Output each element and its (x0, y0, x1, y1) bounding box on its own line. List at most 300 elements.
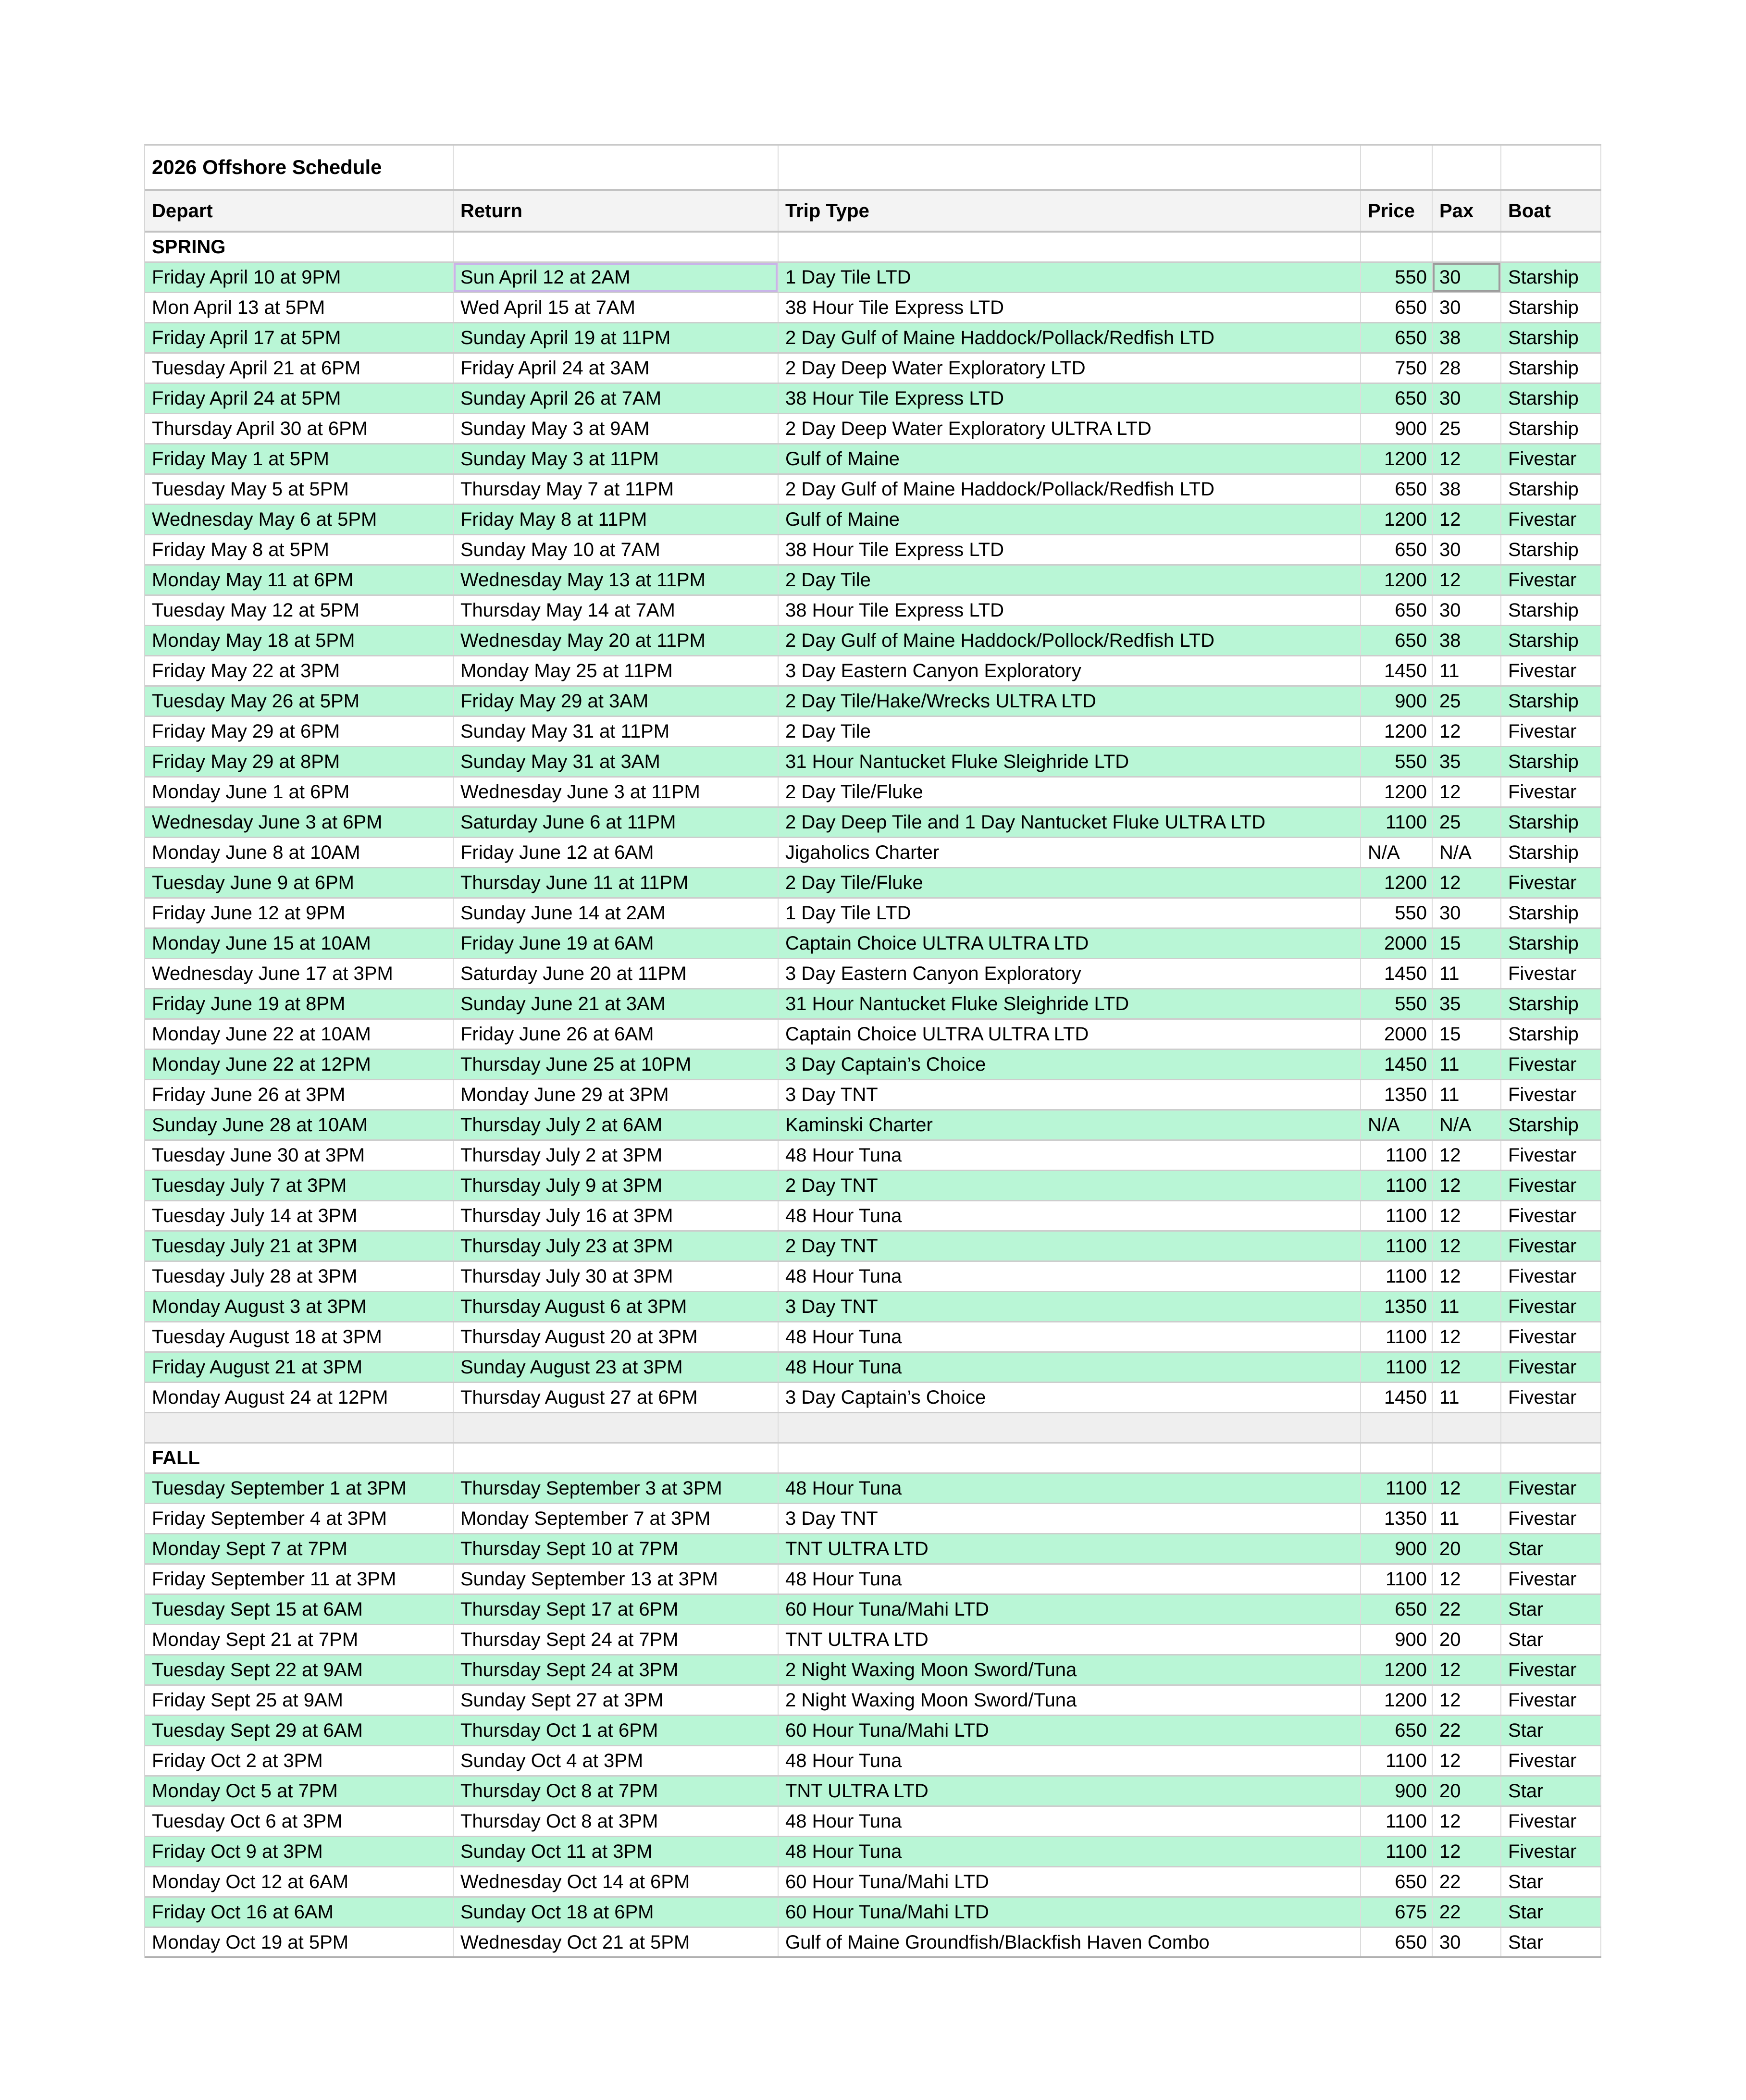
cell-price[interactable]: 1100 (1361, 1201, 1433, 1230)
cell-pax[interactable]: 20 (1433, 1777, 1501, 1805)
cell-pax[interactable]: 12 (1433, 1474, 1501, 1503)
cell-depart[interactable]: Friday April 10 at 9PM (145, 263, 454, 292)
cell-pax[interactable]: 12 (1433, 717, 1501, 746)
cell-return[interactable]: Thursday Oct 1 at 6PM (454, 1716, 779, 1745)
cell-trip[interactable]: 38 Hour Tile Express LTD (779, 293, 1361, 322)
cell-return[interactable]: Thursday July 2 at 6AM (454, 1111, 779, 1139)
cell-trip[interactable]: 48 Hour Tuna (779, 1474, 1361, 1503)
cell-boat[interactable]: Fivestar (1501, 1565, 1601, 1594)
cell-return[interactable]: Thursday Sept 24 at 3PM (454, 1655, 779, 1684)
cell-boat[interactable]: Fivestar (1501, 868, 1601, 897)
cell-trip[interactable]: Gulf of Maine Groundfish/Blackfish Haven Combo (779, 1928, 1361, 1956)
cell-boat[interactable]: Star (1501, 1534, 1601, 1563)
cell-boat[interactable]: Starship (1501, 323, 1601, 352)
cell-depart[interactable]: Wednesday May 6 at 5PM (145, 505, 454, 534)
cell-depart[interactable]: Tuesday May 26 at 5PM (145, 687, 454, 716)
cell-trip[interactable]: 2 Day Gulf of Maine Haddock/Pollack/Redfish LTD (779, 475, 1361, 504)
cell-return[interactable]: Saturday June 6 at 11PM (454, 808, 779, 837)
cell-return[interactable]: Sunday May 10 at 7AM (454, 535, 779, 564)
cell-return[interactable]: Friday April 24 at 3AM (454, 354, 779, 383)
cell-pax[interactable]: 12 (1433, 778, 1501, 806)
cell-price[interactable]: 1100 (1361, 1232, 1433, 1260)
cell-boat[interactable]: Starship (1501, 414, 1601, 443)
cell-price[interactable]: 1100 (1361, 1353, 1433, 1382)
cell-trip[interactable]: 3 Day TNT (779, 1292, 1361, 1321)
cell-trip[interactable]: Gulf of Maine (779, 505, 1361, 534)
cell-trip[interactable]: 2 Night Waxing Moon Sword/Tuna (779, 1655, 1361, 1684)
title-row-empty-cell[interactable] (1361, 146, 1433, 189)
section-row-empty-cell[interactable] (1433, 233, 1501, 261)
cell-pax[interactable]: N/A (1433, 838, 1501, 867)
cell-depart[interactable]: Tuesday April 21 at 6PM (145, 354, 454, 383)
cell-boat[interactable]: Fivestar (1501, 717, 1601, 746)
cell-depart[interactable]: Friday May 29 at 8PM (145, 747, 454, 776)
cell-trip[interactable]: Captain Choice ULTRA ULTRA LTD (779, 1020, 1361, 1049)
section-row-empty-cell[interactable] (1433, 1444, 1501, 1472)
cell-price[interactable]: 1350 (1361, 1504, 1433, 1533)
cell-boat[interactable]: Star (1501, 1777, 1601, 1805)
cell-price[interactable]: 1100 (1361, 1141, 1433, 1170)
cell-boat[interactable]: Starship (1501, 354, 1601, 383)
cell-depart[interactable]: Tuesday July 7 at 3PM (145, 1171, 454, 1200)
cell-depart[interactable]: Friday May 29 at 6PM (145, 717, 454, 746)
cell-return[interactable]: Wed April 15 at 7AM (454, 293, 779, 322)
cell-return[interactable]: Thursday Sept 10 at 7PM (454, 1534, 779, 1563)
cell-price[interactable]: 650 (1361, 475, 1433, 504)
cell-pax[interactable]: 12 (1433, 1807, 1501, 1836)
cell-depart[interactable]: Tuesday August 18 at 3PM (145, 1322, 454, 1351)
cell-boat[interactable]: Fivestar (1501, 778, 1601, 806)
cell-return[interactable]: Thursday Sept 17 at 6PM (454, 1595, 779, 1624)
cell-depart[interactable]: Wednesday June 3 at 6PM (145, 808, 454, 837)
cell-trip[interactable]: 60 Hour Tuna/Mahi LTD (779, 1716, 1361, 1745)
cell-return[interactable]: Thursday July 9 at 3PM (454, 1171, 779, 1200)
cell-pax[interactable]: 12 (1433, 1322, 1501, 1351)
cell-depart[interactable]: Friday May 22 at 3PM (145, 656, 454, 685)
cell-price[interactable]: 650 (1361, 1867, 1433, 1896)
column-header-price[interactable]: Price (1361, 191, 1433, 231)
cell-price[interactable]: 1100 (1361, 1171, 1433, 1200)
cell-return[interactable]: Wednesday Oct 21 at 5PM (454, 1928, 779, 1956)
cell-depart[interactable]: Tuesday June 9 at 6PM (145, 868, 454, 897)
section-row-empty-cell[interactable] (1361, 1444, 1433, 1472)
cell-price[interactable]: 1100 (1361, 1474, 1433, 1503)
cell-pax[interactable]: 30 (1433, 293, 1501, 322)
cell-depart[interactable]: Mon April 13 at 5PM (145, 293, 454, 322)
cell-return[interactable]: Sunday June 21 at 3AM (454, 989, 779, 1018)
cell-depart[interactable]: Tuesday July 28 at 3PM (145, 1262, 454, 1291)
cell-pax[interactable]: 12 (1433, 1686, 1501, 1715)
cell-pax[interactable]: 11 (1433, 656, 1501, 685)
cell-pax[interactable]: 22 (1433, 1867, 1501, 1896)
cell-price[interactable]: 650 (1361, 1716, 1433, 1745)
cell-boat[interactable]: Starship (1501, 1020, 1601, 1049)
cell-price[interactable]: 1200 (1361, 778, 1433, 806)
cell-pax[interactable]: 12 (1433, 1232, 1501, 1260)
cell-trip[interactable]: 48 Hour Tuna (779, 1807, 1361, 1836)
cell-pax[interactable]: 11 (1433, 959, 1501, 988)
cell-pax[interactable]: 12 (1433, 1171, 1501, 1200)
cell-depart[interactable]: Friday May 8 at 5PM (145, 535, 454, 564)
cell-return[interactable]: Thursday July 2 at 3PM (454, 1141, 779, 1170)
cell-price[interactable]: 2000 (1361, 929, 1433, 958)
cell-price[interactable]: 900 (1361, 1777, 1433, 1805)
section-row-empty-cell[interactable] (454, 1444, 779, 1472)
spacer-cell[interactable] (779, 1413, 1361, 1442)
cell-trip[interactable]: 3 Day TNT (779, 1504, 1361, 1533)
cell-boat[interactable]: Starship (1501, 1111, 1601, 1139)
cell-price[interactable]: 1100 (1361, 1322, 1433, 1351)
cell-depart[interactable]: Tuesday July 21 at 3PM (145, 1232, 454, 1260)
cell-return[interactable]: Saturday June 20 at 11PM (454, 959, 779, 988)
title-row-empty-cell[interactable] (454, 146, 779, 189)
cell-return[interactable]: Wednesday May 20 at 11PM (454, 626, 779, 655)
cell-pax[interactable]: 20 (1433, 1625, 1501, 1654)
cell-return[interactable]: Sunday Oct 18 at 6PM (454, 1898, 779, 1927)
cell-return[interactable]: Thursday September 3 at 3PM (454, 1474, 779, 1503)
cell-trip[interactable]: 38 Hour Tile Express LTD (779, 596, 1361, 625)
cell-boat[interactable]: Starship (1501, 535, 1601, 564)
cell-pax[interactable]: 12 (1433, 1262, 1501, 1291)
cell-trip[interactable]: 38 Hour Tile Express LTD (779, 384, 1361, 413)
cell-return[interactable]: Thursday August 20 at 3PM (454, 1322, 779, 1351)
cell-pax[interactable]: 12 (1433, 505, 1501, 534)
cell-trip[interactable]: 2 Day TNT (779, 1232, 1361, 1260)
cell-trip[interactable]: 2 Day TNT (779, 1171, 1361, 1200)
cell-depart[interactable]: Friday Sept 25 at 9AM (145, 1686, 454, 1715)
cell-price[interactable]: 1350 (1361, 1080, 1433, 1109)
cell-pax[interactable]: 38 (1433, 323, 1501, 352)
cell-trip[interactable]: 60 Hour Tuna/Mahi LTD (779, 1595, 1361, 1624)
cell-boat[interactable]: Starship (1501, 899, 1601, 927)
cell-return[interactable]: Thursday Oct 8 at 7PM (454, 1777, 779, 1805)
cell-trip[interactable]: 48 Hour Tuna (779, 1322, 1361, 1351)
cell-pax[interactable]: 30 (1433, 596, 1501, 625)
cell-trip[interactable]: 48 Hour Tuna (779, 1201, 1361, 1230)
cell-depart[interactable]: Friday Oct 16 at 6AM (145, 1898, 454, 1927)
cell-pax[interactable]: 12 (1433, 868, 1501, 897)
cell-price[interactable]: 1200 (1361, 445, 1433, 473)
cell-boat[interactable]: Fivestar (1501, 1353, 1601, 1382)
cell-depart[interactable]: Tuesday September 1 at 3PM (145, 1474, 454, 1503)
cell-boat[interactable]: Starship (1501, 293, 1601, 322)
cell-depart[interactable]: Tuesday Oct 6 at 3PM (145, 1807, 454, 1836)
cell-price[interactable]: 1200 (1361, 717, 1433, 746)
cell-boat[interactable]: Starship (1501, 626, 1601, 655)
cell-return[interactable]: Friday June 26 at 6AM (454, 1020, 779, 1049)
cell-pax[interactable]: 22 (1433, 1595, 1501, 1624)
cell-boat[interactable]: Starship (1501, 263, 1601, 292)
cell-return[interactable]: Friday June 12 at 6AM (454, 838, 779, 867)
cell-return[interactable]: Friday May 8 at 11PM (454, 505, 779, 534)
cell-boat[interactable]: Fivestar (1501, 1383, 1601, 1412)
cell-pax[interactable]: 12 (1433, 1353, 1501, 1382)
section-row-empty-cell[interactable] (1361, 233, 1433, 261)
cell-depart[interactable]: Monday June 15 at 10AM (145, 929, 454, 958)
cell-return[interactable]: Sunday Oct 4 at 3PM (454, 1746, 779, 1775)
cell-depart[interactable]: Friday August 21 at 3PM (145, 1353, 454, 1382)
cell-depart[interactable]: Tuesday July 14 at 3PM (145, 1201, 454, 1230)
cell-depart[interactable]: Friday May 1 at 5PM (145, 445, 454, 473)
cell-depart[interactable]: Friday June 12 at 9PM (145, 899, 454, 927)
cell-price[interactable]: 1100 (1361, 1746, 1433, 1775)
cell-return[interactable]: Sun April 12 at 2AM (454, 263, 779, 292)
cell-price[interactable]: 650 (1361, 323, 1433, 352)
cell-return[interactable]: Thursday August 27 at 6PM (454, 1383, 779, 1412)
cell-price[interactable]: 1350 (1361, 1292, 1433, 1321)
cell-price[interactable]: 650 (1361, 626, 1433, 655)
cell-boat[interactable]: Starship (1501, 475, 1601, 504)
cell-price[interactable]: 900 (1361, 1534, 1433, 1563)
cell-depart[interactable]: Monday August 24 at 12PM (145, 1383, 454, 1412)
cell-return[interactable]: Thursday July 16 at 3PM (454, 1201, 779, 1230)
cell-trip[interactable]: 2 Day Deep Water Exploratory ULTRA LTD (779, 414, 1361, 443)
cell-trip[interactable]: 2 Day Tile (779, 566, 1361, 594)
cell-depart[interactable]: Monday Oct 5 at 7PM (145, 1777, 454, 1805)
cell-trip[interactable]: 31 Hour Nantucket Fluke Sleighride LTD (779, 989, 1361, 1018)
cell-return[interactable]: Sunday September 13 at 3PM (454, 1565, 779, 1594)
cell-pax[interactable]: 38 (1433, 626, 1501, 655)
cell-trip[interactable]: Jigaholics Charter (779, 838, 1361, 867)
cell-boat[interactable]: Fivestar (1501, 1322, 1601, 1351)
spacer-cell[interactable] (454, 1413, 779, 1442)
cell-pax[interactable]: 12 (1433, 445, 1501, 473)
cell-trip[interactable]: 1 Day Tile LTD (779, 263, 1361, 292)
cell-depart[interactable]: Friday September 11 at 3PM (145, 1565, 454, 1594)
cell-boat[interactable]: Starship (1501, 808, 1601, 837)
cell-boat[interactable]: Fivestar (1501, 1837, 1601, 1866)
cell-depart[interactable]: Tuesday Sept 29 at 6AM (145, 1716, 454, 1745)
cell-boat[interactable]: Fivestar (1501, 1686, 1601, 1715)
cell-boat[interactable]: Fivestar (1501, 1504, 1601, 1533)
title-row-empty-cell[interactable] (1501, 146, 1601, 189)
cell-boat[interactable]: Fivestar (1501, 505, 1601, 534)
cell-pax[interactable]: 12 (1433, 1655, 1501, 1684)
cell-price[interactable]: N/A (1361, 838, 1433, 867)
cell-pax[interactable]: 11 (1433, 1080, 1501, 1109)
cell-return[interactable]: Monday September 7 at 3PM (454, 1504, 779, 1533)
cell-return[interactable]: Sunday August 23 at 3PM (454, 1353, 779, 1382)
cell-price[interactable]: 1100 (1361, 1565, 1433, 1594)
cell-price[interactable]: 1450 (1361, 656, 1433, 685)
cell-depart[interactable]: Sunday June 28 at 10AM (145, 1111, 454, 1139)
cell-price[interactable]: 550 (1361, 263, 1433, 292)
cell-boat[interactable]: Fivestar (1501, 1807, 1601, 1836)
cell-price[interactable]: 900 (1361, 1625, 1433, 1654)
cell-depart[interactable]: Friday April 24 at 5PM (145, 384, 454, 413)
cell-pax[interactable]: 12 (1433, 1201, 1501, 1230)
cell-depart[interactable]: Monday May 18 at 5PM (145, 626, 454, 655)
cell-trip[interactable]: TNT ULTRA LTD (779, 1625, 1361, 1654)
cell-boat[interactable]: Fivestar (1501, 566, 1601, 594)
cell-boat[interactable]: Starship (1501, 929, 1601, 958)
cell-price[interactable]: 750 (1361, 354, 1433, 383)
cell-pax[interactable]: 35 (1433, 989, 1501, 1018)
cell-return[interactable]: Friday May 29 at 3AM (454, 687, 779, 716)
cell-depart[interactable]: Wednesday June 17 at 3PM (145, 959, 454, 988)
cell-depart[interactable]: Tuesday Sept 15 at 6AM (145, 1595, 454, 1624)
cell-trip[interactable]: 2 Day Tile/Fluke (779, 868, 1361, 897)
cell-depart[interactable]: Monday Oct 12 at 6AM (145, 1867, 454, 1896)
cell-trip[interactable]: 2 Day Gulf of Maine Haddock/Pollack/Redfish LTD (779, 323, 1361, 352)
section-row-empty-cell[interactable] (779, 1444, 1361, 1472)
cell-boat[interactable]: Star (1501, 1898, 1601, 1927)
cell-price[interactable]: 1200 (1361, 505, 1433, 534)
cell-price[interactable]: 650 (1361, 384, 1433, 413)
cell-trip[interactable]: 48 Hour Tuna (779, 1837, 1361, 1866)
cell-price[interactable]: 650 (1361, 535, 1433, 564)
cell-price[interactable]: 900 (1361, 687, 1433, 716)
cell-return[interactable]: Friday June 19 at 6AM (454, 929, 779, 958)
cell-depart[interactable]: Monday Sept 21 at 7PM (145, 1625, 454, 1654)
cell-pax[interactable]: 25 (1433, 808, 1501, 837)
column-header-trip-type[interactable]: Trip Type (779, 191, 1361, 231)
cell-price[interactable]: 1100 (1361, 808, 1433, 837)
cell-boat[interactable]: Star (1501, 1595, 1601, 1624)
cell-price[interactable]: 1200 (1361, 1686, 1433, 1715)
cell-pax[interactable]: 30 (1433, 263, 1501, 292)
cell-trip[interactable]: 2 Day Tile (779, 717, 1361, 746)
cell-boat[interactable]: Star (1501, 1928, 1601, 1956)
cell-boat[interactable]: Starship (1501, 747, 1601, 776)
cell-return[interactable]: Thursday Oct 8 at 3PM (454, 1807, 779, 1836)
cell-depart[interactable]: Monday June 8 at 10AM (145, 838, 454, 867)
section-row-empty-cell[interactable] (779, 233, 1361, 261)
cell-return[interactable]: Thursday July 23 at 3PM (454, 1232, 779, 1260)
cell-price[interactable]: 650 (1361, 596, 1433, 625)
cell-pax[interactable]: 15 (1433, 1020, 1501, 1049)
cell-trip[interactable]: 3 Day Captain’s Choice (779, 1383, 1361, 1412)
cell-price[interactable]: 900 (1361, 414, 1433, 443)
cell-boat[interactable]: Fivestar (1501, 1655, 1601, 1684)
cell-return[interactable]: Monday May 25 at 11PM (454, 656, 779, 685)
cell-boat[interactable]: Fivestar (1501, 1141, 1601, 1170)
cell-return[interactable]: Sunday Sept 27 at 3PM (454, 1686, 779, 1715)
column-header-return[interactable]: Return (454, 191, 779, 231)
cell-trip[interactable]: TNT ULTRA LTD (779, 1534, 1361, 1563)
cell-pax[interactable]: 12 (1433, 1141, 1501, 1170)
cell-trip[interactable]: Kaminski Charter (779, 1111, 1361, 1139)
cell-boat[interactable]: Fivestar (1501, 1201, 1601, 1230)
cell-depart[interactable]: Thursday April 30 at 6PM (145, 414, 454, 443)
cell-return[interactable]: Sunday May 3 at 11PM (454, 445, 779, 473)
cell-return[interactable]: Sunday June 14 at 2AM (454, 899, 779, 927)
cell-trip[interactable]: 48 Hour Tuna (779, 1262, 1361, 1291)
cell-return[interactable]: Sunday April 26 at 7AM (454, 384, 779, 413)
cell-return[interactable]: Thursday August 6 at 3PM (454, 1292, 779, 1321)
cell-return[interactable]: Thursday June 25 at 10PM (454, 1050, 779, 1079)
cell-price[interactable]: 1200 (1361, 1655, 1433, 1684)
cell-boat[interactable]: Starship (1501, 687, 1601, 716)
cell-trip[interactable]: 1 Day Tile LTD (779, 899, 1361, 927)
cell-trip[interactable]: 31 Hour Nantucket Fluke Sleighride LTD (779, 747, 1361, 776)
cell-price[interactable]: 550 (1361, 747, 1433, 776)
cell-boat[interactable]: Star (1501, 1625, 1601, 1654)
cell-depart[interactable]: Monday Sept 7 at 7PM (145, 1534, 454, 1563)
cell-return[interactable]: Wednesday May 13 at 11PM (454, 566, 779, 594)
cell-price[interactable]: 650 (1361, 293, 1433, 322)
column-header-boat[interactable]: Boat (1501, 191, 1601, 231)
cell-price[interactable]: 1450 (1361, 959, 1433, 988)
cell-trip[interactable]: 2 Day Deep Tile and 1 Day Nantucket Fluke ULTRA LTD (779, 808, 1361, 837)
cell-boat[interactable]: Star (1501, 1867, 1601, 1896)
cell-pax[interactable]: N/A (1433, 1111, 1501, 1139)
cell-return[interactable]: Sunday April 19 at 11PM (454, 323, 779, 352)
cell-return[interactable]: Wednesday Oct 14 at 6PM (454, 1867, 779, 1896)
spacer-cell[interactable] (1501, 1413, 1601, 1442)
cell-pax[interactable]: 12 (1433, 1565, 1501, 1594)
cell-trip[interactable]: Gulf of Maine (779, 445, 1361, 473)
cell-depart[interactable]: Friday April 17 at 5PM (145, 323, 454, 352)
cell-trip[interactable]: Captain Choice ULTRA ULTRA LTD (779, 929, 1361, 958)
section-row-empty-cell[interactable] (1501, 233, 1601, 261)
cell-price[interactable]: 1100 (1361, 1837, 1433, 1866)
cell-pax[interactable]: 12 (1433, 1837, 1501, 1866)
cell-boat[interactable]: Fivestar (1501, 1171, 1601, 1200)
cell-pax[interactable]: 35 (1433, 747, 1501, 776)
cell-return[interactable]: Thursday Sept 24 at 7PM (454, 1625, 779, 1654)
cell-pax[interactable]: 22 (1433, 1898, 1501, 1927)
cell-return[interactable]: Thursday June 11 at 11PM (454, 868, 779, 897)
cell-trip[interactable]: TNT ULTRA LTD (779, 1777, 1361, 1805)
cell-return[interactable]: Thursday July 30 at 3PM (454, 1262, 779, 1291)
cell-pax[interactable]: 30 (1433, 535, 1501, 564)
cell-pax[interactable]: 25 (1433, 414, 1501, 443)
cell-depart[interactable]: Monday June 22 at 10AM (145, 1020, 454, 1049)
column-header-pax[interactable]: Pax (1433, 191, 1501, 231)
section-row-empty-cell[interactable] (454, 233, 779, 261)
cell-depart[interactable]: Friday June 26 at 3PM (145, 1080, 454, 1109)
cell-boat[interactable]: Fivestar (1501, 1232, 1601, 1260)
cell-price[interactable]: 1450 (1361, 1050, 1433, 1079)
cell-return[interactable]: Wednesday June 3 at 11PM (454, 778, 779, 806)
cell-pax[interactable]: 30 (1433, 384, 1501, 413)
cell-pax[interactable]: 15 (1433, 929, 1501, 958)
cell-trip[interactable]: 48 Hour Tuna (779, 1746, 1361, 1775)
cell-trip[interactable]: 60 Hour Tuna/Mahi LTD (779, 1898, 1361, 1927)
spacer-cell[interactable] (1361, 1413, 1433, 1442)
cell-boat[interactable]: Starship (1501, 838, 1601, 867)
cell-pax[interactable]: 25 (1433, 687, 1501, 716)
cell-price[interactable]: 1100 (1361, 1262, 1433, 1291)
section-row-empty-cell[interactable] (1501, 1444, 1601, 1472)
cell-price[interactable]: 1100 (1361, 1807, 1433, 1836)
cell-trip[interactable]: 3 Day Eastern Canyon Exploratory (779, 656, 1361, 685)
cell-price[interactable]: 1450 (1361, 1383, 1433, 1412)
cell-boat[interactable]: Fivestar (1501, 445, 1601, 473)
cell-trip[interactable]: 48 Hour Tuna (779, 1353, 1361, 1382)
cell-price[interactable]: 550 (1361, 989, 1433, 1018)
cell-price[interactable]: 550 (1361, 899, 1433, 927)
cell-trip[interactable]: 3 Day Captain’s Choice (779, 1050, 1361, 1079)
cell-depart[interactable]: Monday June 22 at 12PM (145, 1050, 454, 1079)
cell-pax[interactable]: 12 (1433, 566, 1501, 594)
cell-depart[interactable]: Friday Oct 2 at 3PM (145, 1746, 454, 1775)
cell-pax[interactable]: 38 (1433, 475, 1501, 504)
cell-trip[interactable]: 2 Day Deep Water Exploratory LTD (779, 354, 1361, 383)
cell-return[interactable]: Thursday May 14 at 7AM (454, 596, 779, 625)
cell-pax[interactable]: 11 (1433, 1383, 1501, 1412)
cell-trip[interactable]: 48 Hour Tuna (779, 1565, 1361, 1594)
cell-boat[interactable]: Starship (1501, 989, 1601, 1018)
cell-trip[interactable]: 3 Day Eastern Canyon Exploratory (779, 959, 1361, 988)
cell-depart[interactable]: Monday June 1 at 6PM (145, 778, 454, 806)
cell-trip[interactable]: 2 Day Tile/Hake/Wrecks ULTRA LTD (779, 687, 1361, 716)
cell-price[interactable]: 2000 (1361, 1020, 1433, 1049)
cell-pax[interactable]: 22 (1433, 1716, 1501, 1745)
cell-boat[interactable]: Fivestar (1501, 1050, 1601, 1079)
cell-depart[interactable]: Monday May 11 at 6PM (145, 566, 454, 594)
